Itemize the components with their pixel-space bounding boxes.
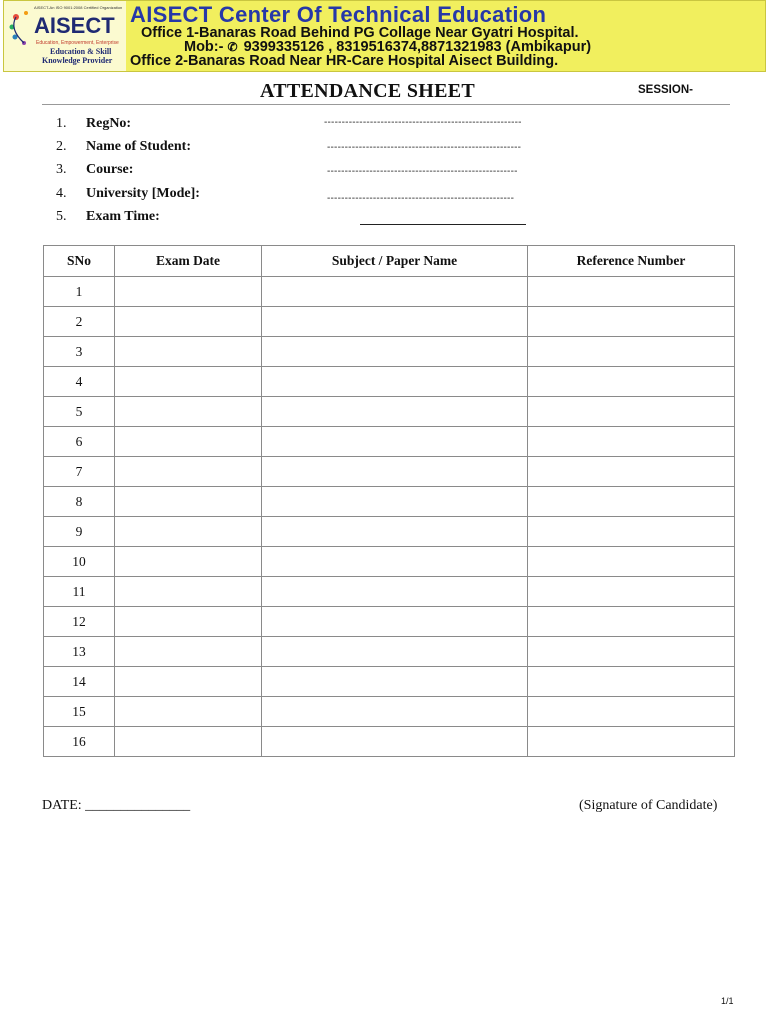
table-row [44, 277, 735, 307]
cell-sno: 8 [44, 487, 115, 517]
cell-reference[interactable] [528, 397, 735, 427]
cell-subject[interactable] [262, 277, 528, 307]
cell-sno: 14 [44, 667, 115, 697]
table-row [44, 367, 735, 397]
cell-subject[interactable] [262, 727, 528, 757]
cell-sno: 11 [44, 577, 115, 607]
cell-exam-date[interactable] [115, 397, 262, 427]
field-label: Name of Student: [86, 139, 191, 154]
attendance-table [43, 245, 735, 757]
cell-reference[interactable] [528, 427, 735, 457]
cell-reference[interactable] [528, 667, 735, 697]
cell-sno: 15 [44, 697, 115, 727]
mobile-numbers: 9399335126 , 8319516374,8871321983 (Ambikapur) [243, 39, 592, 55]
logo-line-1: Education & Skill [50, 47, 112, 56]
cell-subject[interactable] [262, 667, 528, 697]
cell-subject[interactable] [262, 607, 528, 637]
field-label: University [Mode]: [86, 186, 200, 201]
cell-sno: 7 [44, 457, 115, 487]
university-mode-blank[interactable]: ----------------------------------------------------- [327, 193, 515, 204]
table-header-row [44, 246, 735, 277]
cell-exam-date[interactable] [115, 427, 262, 457]
cell-subject[interactable] [262, 307, 528, 337]
logo-line-2: Knowledge Provider [42, 56, 113, 65]
cell-subject[interactable] [262, 367, 528, 397]
field-number: 4. [56, 186, 67, 201]
date-label: DATE: [42, 798, 82, 813]
cell-exam-date[interactable] [115, 667, 262, 697]
table-row [44, 607, 735, 637]
field-regno [56, 116, 131, 132]
field-number: 2. [56, 139, 67, 154]
table-row [44, 547, 735, 577]
column-header-subject: Subject / Paper Name [262, 246, 528, 277]
header-banner [3, 0, 766, 72]
cell-sno: 2 [44, 307, 115, 337]
institute-title: AISECT Center Of Technical Education [130, 2, 547, 27]
cell-subject[interactable] [262, 517, 528, 547]
cell-sno: 10 [44, 547, 115, 577]
cell-subject[interactable] [262, 487, 528, 517]
cell-reference[interactable] [528, 307, 735, 337]
field-number: 1. [56, 116, 67, 131]
cell-subject[interactable] [262, 577, 528, 607]
cell-exam-date[interactable] [115, 367, 262, 397]
table-row [44, 577, 735, 607]
cell-reference[interactable] [528, 367, 735, 397]
course-blank[interactable]: ------------------------------------------------------ [327, 166, 518, 177]
field-university-mode [56, 186, 200, 202]
office-2-address: Office 2-Banaras Road Near HR-Care Hospital Aisect Building. [130, 53, 559, 69]
cell-reference[interactable] [528, 277, 735, 307]
date-blank[interactable]: _______________ [85, 798, 191, 813]
cell-reference[interactable] [528, 727, 735, 757]
cell-exam-date[interactable] [115, 577, 262, 607]
cell-sno: 13 [44, 637, 115, 667]
cell-sno: 6 [44, 427, 115, 457]
mobile-label: Mob:- [184, 39, 224, 55]
page-number: 1/1 [721, 996, 734, 1006]
field-course [56, 162, 133, 178]
field-label: Course: [86, 162, 134, 177]
cell-sno: 12 [44, 607, 115, 637]
cell-reference[interactable] [528, 517, 735, 547]
signature-label: (Signature of Candidate) [579, 798, 718, 813]
cell-sno: 16 [44, 727, 115, 757]
cell-exam-date[interactable] [115, 727, 262, 757]
cell-subject[interactable] [262, 397, 528, 427]
field-label: Exam Time: [86, 209, 160, 224]
aisect-logo [4, 1, 126, 71]
cell-exam-date[interactable] [115, 697, 262, 727]
phone-icon: ✆ [227, 40, 238, 54]
cell-reference[interactable] [528, 697, 735, 727]
table-row [44, 457, 735, 487]
cell-subject[interactable] [262, 427, 528, 457]
cell-sno: 3 [44, 337, 115, 367]
page-title: ATTENDANCE SHEET [260, 80, 476, 102]
field-label: RegNo: [86, 116, 132, 131]
field-number: 3. [56, 162, 67, 177]
cell-exam-date[interactable] [115, 487, 262, 517]
office-1-address: Office 1-Banaras Road Behind PG Collage Near Gyatri Hospital. [141, 25, 579, 41]
cell-sno: 4 [44, 367, 115, 397]
cell-reference[interactable] [528, 457, 735, 487]
cell-reference[interactable] [528, 337, 735, 367]
cell-reference[interactable] [528, 637, 735, 667]
table-row [44, 727, 735, 757]
column-header-sno: SNo [44, 246, 115, 277]
logo-brand: AISECT [34, 13, 115, 38]
regno-blank[interactable]: -------------------------------------------------------- [324, 117, 522, 128]
session-label: SESSION- [638, 84, 693, 96]
table-row [44, 427, 735, 457]
field-student-name [56, 139, 191, 155]
table-row [44, 397, 735, 427]
cell-exam-date[interactable] [115, 307, 262, 337]
table-row [44, 487, 735, 517]
title-divider [42, 104, 730, 105]
logo-registration: AISECT-An ISO 9001:2008 Certified Organization [34, 5, 123, 10]
table-row [44, 667, 735, 697]
column-header-exam-date: Exam Date [115, 246, 262, 277]
cell-exam-date[interactable] [115, 517, 262, 547]
cell-reference[interactable] [528, 607, 735, 637]
cell-exam-date[interactable] [115, 337, 262, 367]
exam-time-blank[interactable] [360, 224, 526, 225]
table-row [44, 637, 735, 667]
cell-reference[interactable] [528, 577, 735, 607]
table-row [44, 307, 735, 337]
cell-exam-date[interactable] [115, 607, 262, 637]
cell-exam-date[interactable] [115, 637, 262, 667]
cell-exam-date[interactable] [115, 457, 262, 487]
cell-exam-date[interactable] [115, 277, 262, 307]
cell-subject[interactable] [262, 547, 528, 577]
cell-subject[interactable] [262, 697, 528, 727]
cell-subject[interactable] [262, 337, 528, 367]
cell-sno: 5 [44, 397, 115, 427]
logo-tagline: Education, Empowerment, Enterprise [36, 40, 119, 46]
cell-reference[interactable] [528, 547, 735, 577]
cell-sno: 1 [44, 277, 115, 307]
table-row [44, 517, 735, 547]
field-exam-time [56, 209, 160, 225]
cell-exam-date[interactable] [115, 547, 262, 577]
column-header-reference: Reference Number [528, 246, 735, 277]
table-row [44, 337, 735, 367]
date-field [42, 798, 190, 814]
cell-subject[interactable] [262, 637, 528, 667]
cell-reference[interactable] [528, 487, 735, 517]
student-name-blank[interactable]: ------------------------------------------------------- [327, 142, 522, 153]
cell-subject[interactable] [262, 457, 528, 487]
cell-sno: 9 [44, 517, 115, 547]
table-row [44, 697, 735, 727]
field-number: 5. [56, 209, 67, 224]
